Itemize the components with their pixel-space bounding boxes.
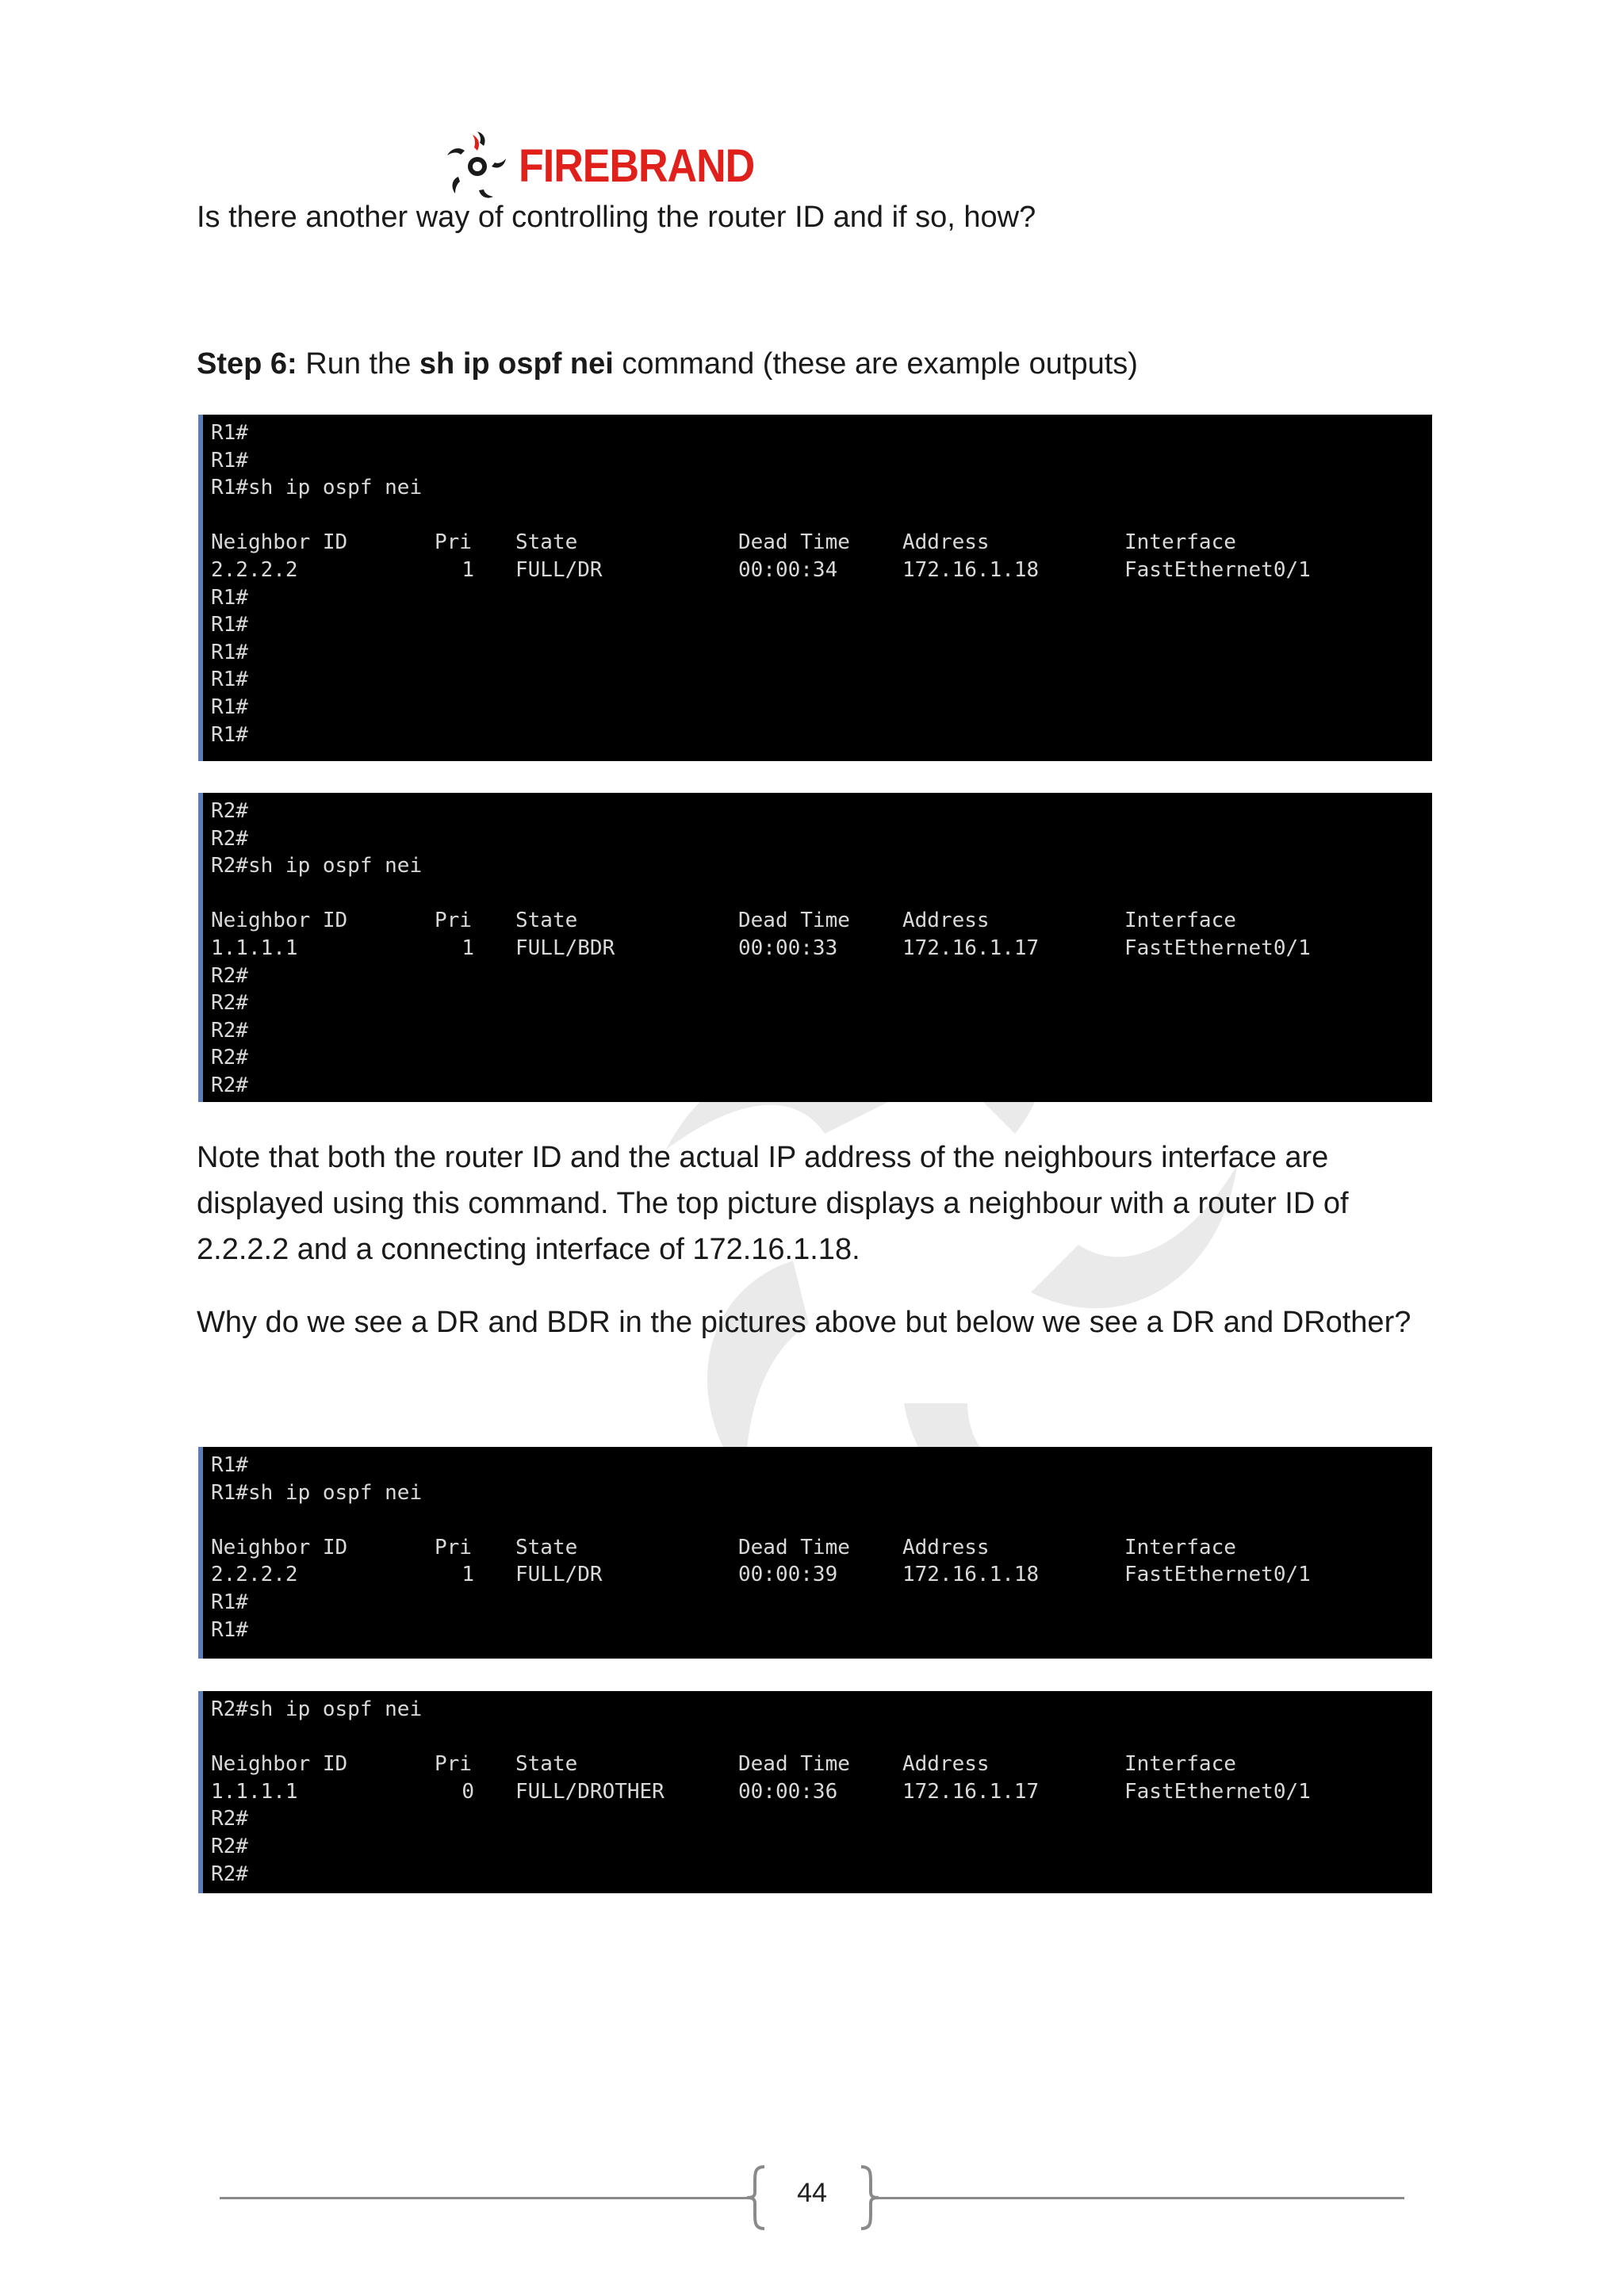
terminal-prompt-line: R1# bbox=[211, 421, 248, 445]
neighbor-header-cell: Address bbox=[902, 909, 990, 933]
neighbor-header-cell: Interface bbox=[1124, 909, 1236, 933]
terminal-prompt-line: R1# bbox=[211, 1453, 248, 1477]
terminal-prompt-line: R2# bbox=[211, 799, 248, 823]
neighbor-cell: 00:00:36 bbox=[738, 1779, 838, 1804]
terminal-prompt-line: R2# bbox=[211, 991, 248, 1016]
neighbor-header-cell: State bbox=[515, 530, 578, 555]
neighbor-cell: 1.1.1.1 bbox=[211, 1779, 298, 1804]
question-router-id: Is there another way of controlling the router ID and if so, how? bbox=[197, 201, 1036, 234]
terminal-prompt-line: R2#sh ip ospf nei bbox=[211, 1697, 423, 1721]
terminal-prompt-line: R2#sh ip ospf nei bbox=[211, 854, 423, 878]
neighbor-cell: 1 bbox=[462, 1563, 474, 1587]
terminal-blank-line bbox=[211, 502, 1432, 530]
terminal-prompt-line: R2# bbox=[211, 1046, 248, 1070]
neighbor-header-cell: Interface bbox=[1124, 1535, 1236, 1559]
step-command: sh ip ospf nei bbox=[419, 347, 614, 381]
neighbor-cell: FastEthernet0/1 bbox=[1124, 1563, 1311, 1587]
neighbor-cell: 172.16.1.17 bbox=[902, 936, 1040, 960]
neighbor-table-header bbox=[211, 1751, 1432, 1778]
neighbor-header-cell: Neighbor ID bbox=[211, 909, 348, 933]
neighbor-table-row bbox=[211, 1561, 1432, 1589]
note-paragraph bbox=[197, 1135, 1349, 1272]
neighbor-header-cell: Address bbox=[902, 1752, 990, 1777]
note-line-3: 2.2.2.2 and a connecting interface of 172.16.1.18. bbox=[197, 1233, 860, 1266]
neighbor-table-row bbox=[211, 935, 1432, 962]
neighbor-header-cell: State bbox=[515, 909, 578, 933]
terminal-blank-line bbox=[211, 880, 1432, 908]
neighbor-cell: 2.2.2.2 bbox=[211, 1563, 298, 1587]
neighbor-header-cell: Address bbox=[902, 530, 990, 555]
terminal-prompt-line: R2# bbox=[211, 1018, 248, 1043]
neighbor-cell: FastEthernet0/1 bbox=[1124, 1779, 1311, 1804]
neighbor-header-cell: Dead Time bbox=[738, 909, 850, 933]
neighbor-cell: 1 bbox=[462, 936, 474, 960]
neighbor-cell: 0 bbox=[462, 1779, 474, 1804]
neighbor-header-cell: Neighbor ID bbox=[211, 1752, 348, 1777]
terminal-r2-output-1 bbox=[198, 793, 1432, 1102]
neighbor-cell: 2.2.2.2 bbox=[211, 557, 298, 582]
neighbor-cell: 00:00:33 bbox=[738, 936, 838, 960]
terminal-prompt-line: R1# bbox=[211, 722, 248, 747]
terminal-r1-output-1 bbox=[198, 415, 1432, 761]
neighbor-header-cell: Interface bbox=[1124, 1752, 1236, 1777]
neighbor-table-header bbox=[211, 907, 1432, 935]
neighbor-cell: 00:00:39 bbox=[738, 1563, 838, 1587]
terminal-blank-line bbox=[211, 1724, 1432, 1751]
neighbor-header-cell: Pri bbox=[435, 909, 472, 933]
terminal-r1-output-2 bbox=[198, 1447, 1432, 1659]
terminal-prompt-line: R2# bbox=[211, 963, 248, 988]
terminal-r2-output-2 bbox=[198, 1691, 1432, 1893]
terminal-prompt-line: R1# bbox=[211, 695, 248, 719]
terminal-prompt-line: R1# bbox=[211, 1590, 248, 1614]
neighbor-cell: 172.16.1.18 bbox=[902, 557, 1040, 582]
neighbor-cell: 1 bbox=[462, 557, 474, 582]
note-line-2: displayed using this command. The top picture displays a neighbour with a router ID of bbox=[197, 1187, 1349, 1220]
neighbor-header-cell: Pri bbox=[435, 1535, 472, 1559]
step-text-after: command (these are example outputs) bbox=[613, 347, 1138, 381]
terminal-prompt-line: R2# bbox=[211, 1807, 248, 1831]
neighbor-cell: FULL/DR bbox=[515, 557, 603, 582]
neighbor-cell: FULL/BDR bbox=[515, 936, 615, 960]
terminal-prompt-line: R1# bbox=[211, 1617, 248, 1642]
footer-rule-left bbox=[220, 2197, 747, 2199]
neighbor-header-cell: Dead Time bbox=[738, 1535, 850, 1559]
neighbor-header-cell: Neighbor ID bbox=[211, 530, 348, 555]
neighbor-cell: FULL/DR bbox=[515, 1563, 603, 1587]
neighbor-table-header bbox=[211, 529, 1432, 557]
terminal-prompt-line: R2# bbox=[211, 1073, 248, 1097]
neighbor-cell: 172.16.1.18 bbox=[902, 1563, 1040, 1587]
step-label: Step 6: bbox=[197, 347, 297, 381]
terminal-prompt-line: R1# bbox=[211, 448, 248, 473]
terminal-prompt-line: R2# bbox=[211, 826, 248, 851]
step-text-before: Run the bbox=[297, 347, 419, 381]
neighbor-header-cell: Pri bbox=[435, 530, 472, 555]
terminal-prompt-line: R1# bbox=[211, 613, 248, 637]
question-dr-drother: Why do we see a DR and BDR in the pictures above but below we see a DR and DRother? bbox=[197, 1306, 1411, 1339]
neighbor-header-cell: State bbox=[515, 1535, 578, 1559]
terminal-prompt-line: R2# bbox=[211, 1834, 248, 1858]
neighbor-cell: 172.16.1.17 bbox=[902, 1779, 1040, 1804]
terminal-prompt-line: R1# bbox=[211, 640, 248, 664]
terminal-prompt-line: R1# bbox=[211, 668, 248, 692]
neighbor-cell: FULL/DROTHER bbox=[515, 1779, 665, 1804]
neighbor-table-row bbox=[211, 1778, 1432, 1806]
note-line-1: Note that both the router ID and the actual IP address of the neighbours interface are bbox=[197, 1141, 1329, 1174]
terminal-prompt-line: R1#sh ip ospf nei bbox=[211, 476, 423, 500]
neighbor-cell: 00:00:34 bbox=[738, 557, 838, 582]
neighbor-cell: 1.1.1.1 bbox=[211, 936, 298, 960]
terminal-prompt-line: R2# bbox=[211, 1862, 248, 1886]
neighbor-table-header bbox=[211, 1534, 1432, 1562]
neighbor-header-cell: Address bbox=[902, 1535, 990, 1559]
neighbor-cell: FastEthernet0/1 bbox=[1124, 557, 1311, 582]
terminal-prompt-line: R1#sh ip ospf nei bbox=[211, 1480, 423, 1505]
neighbor-header-cell: State bbox=[515, 1752, 578, 1777]
neighbor-header-cell: Neighbor ID bbox=[211, 1535, 348, 1559]
neighbor-header-cell: Interface bbox=[1124, 530, 1236, 555]
neighbor-table-row bbox=[211, 557, 1432, 584]
left-brace-icon bbox=[745, 2165, 769, 2230]
page-footer bbox=[0, 2160, 1624, 2232]
step-6-instruction bbox=[197, 341, 1138, 387]
terminal-blank-line bbox=[211, 1506, 1432, 1534]
logo-text: FIREBRAND bbox=[519, 140, 755, 193]
neighbor-header-cell: Dead Time bbox=[738, 530, 850, 555]
page-number: 44 bbox=[797, 2178, 827, 2208]
footer-rule-right bbox=[877, 2197, 1404, 2199]
neighbor-cell: FastEthernet0/1 bbox=[1124, 936, 1311, 960]
neighbor-header-cell: Pri bbox=[435, 1752, 472, 1777]
neighbor-header-cell: Dead Time bbox=[738, 1752, 850, 1777]
terminal-prompt-line: R1# bbox=[211, 585, 248, 610]
